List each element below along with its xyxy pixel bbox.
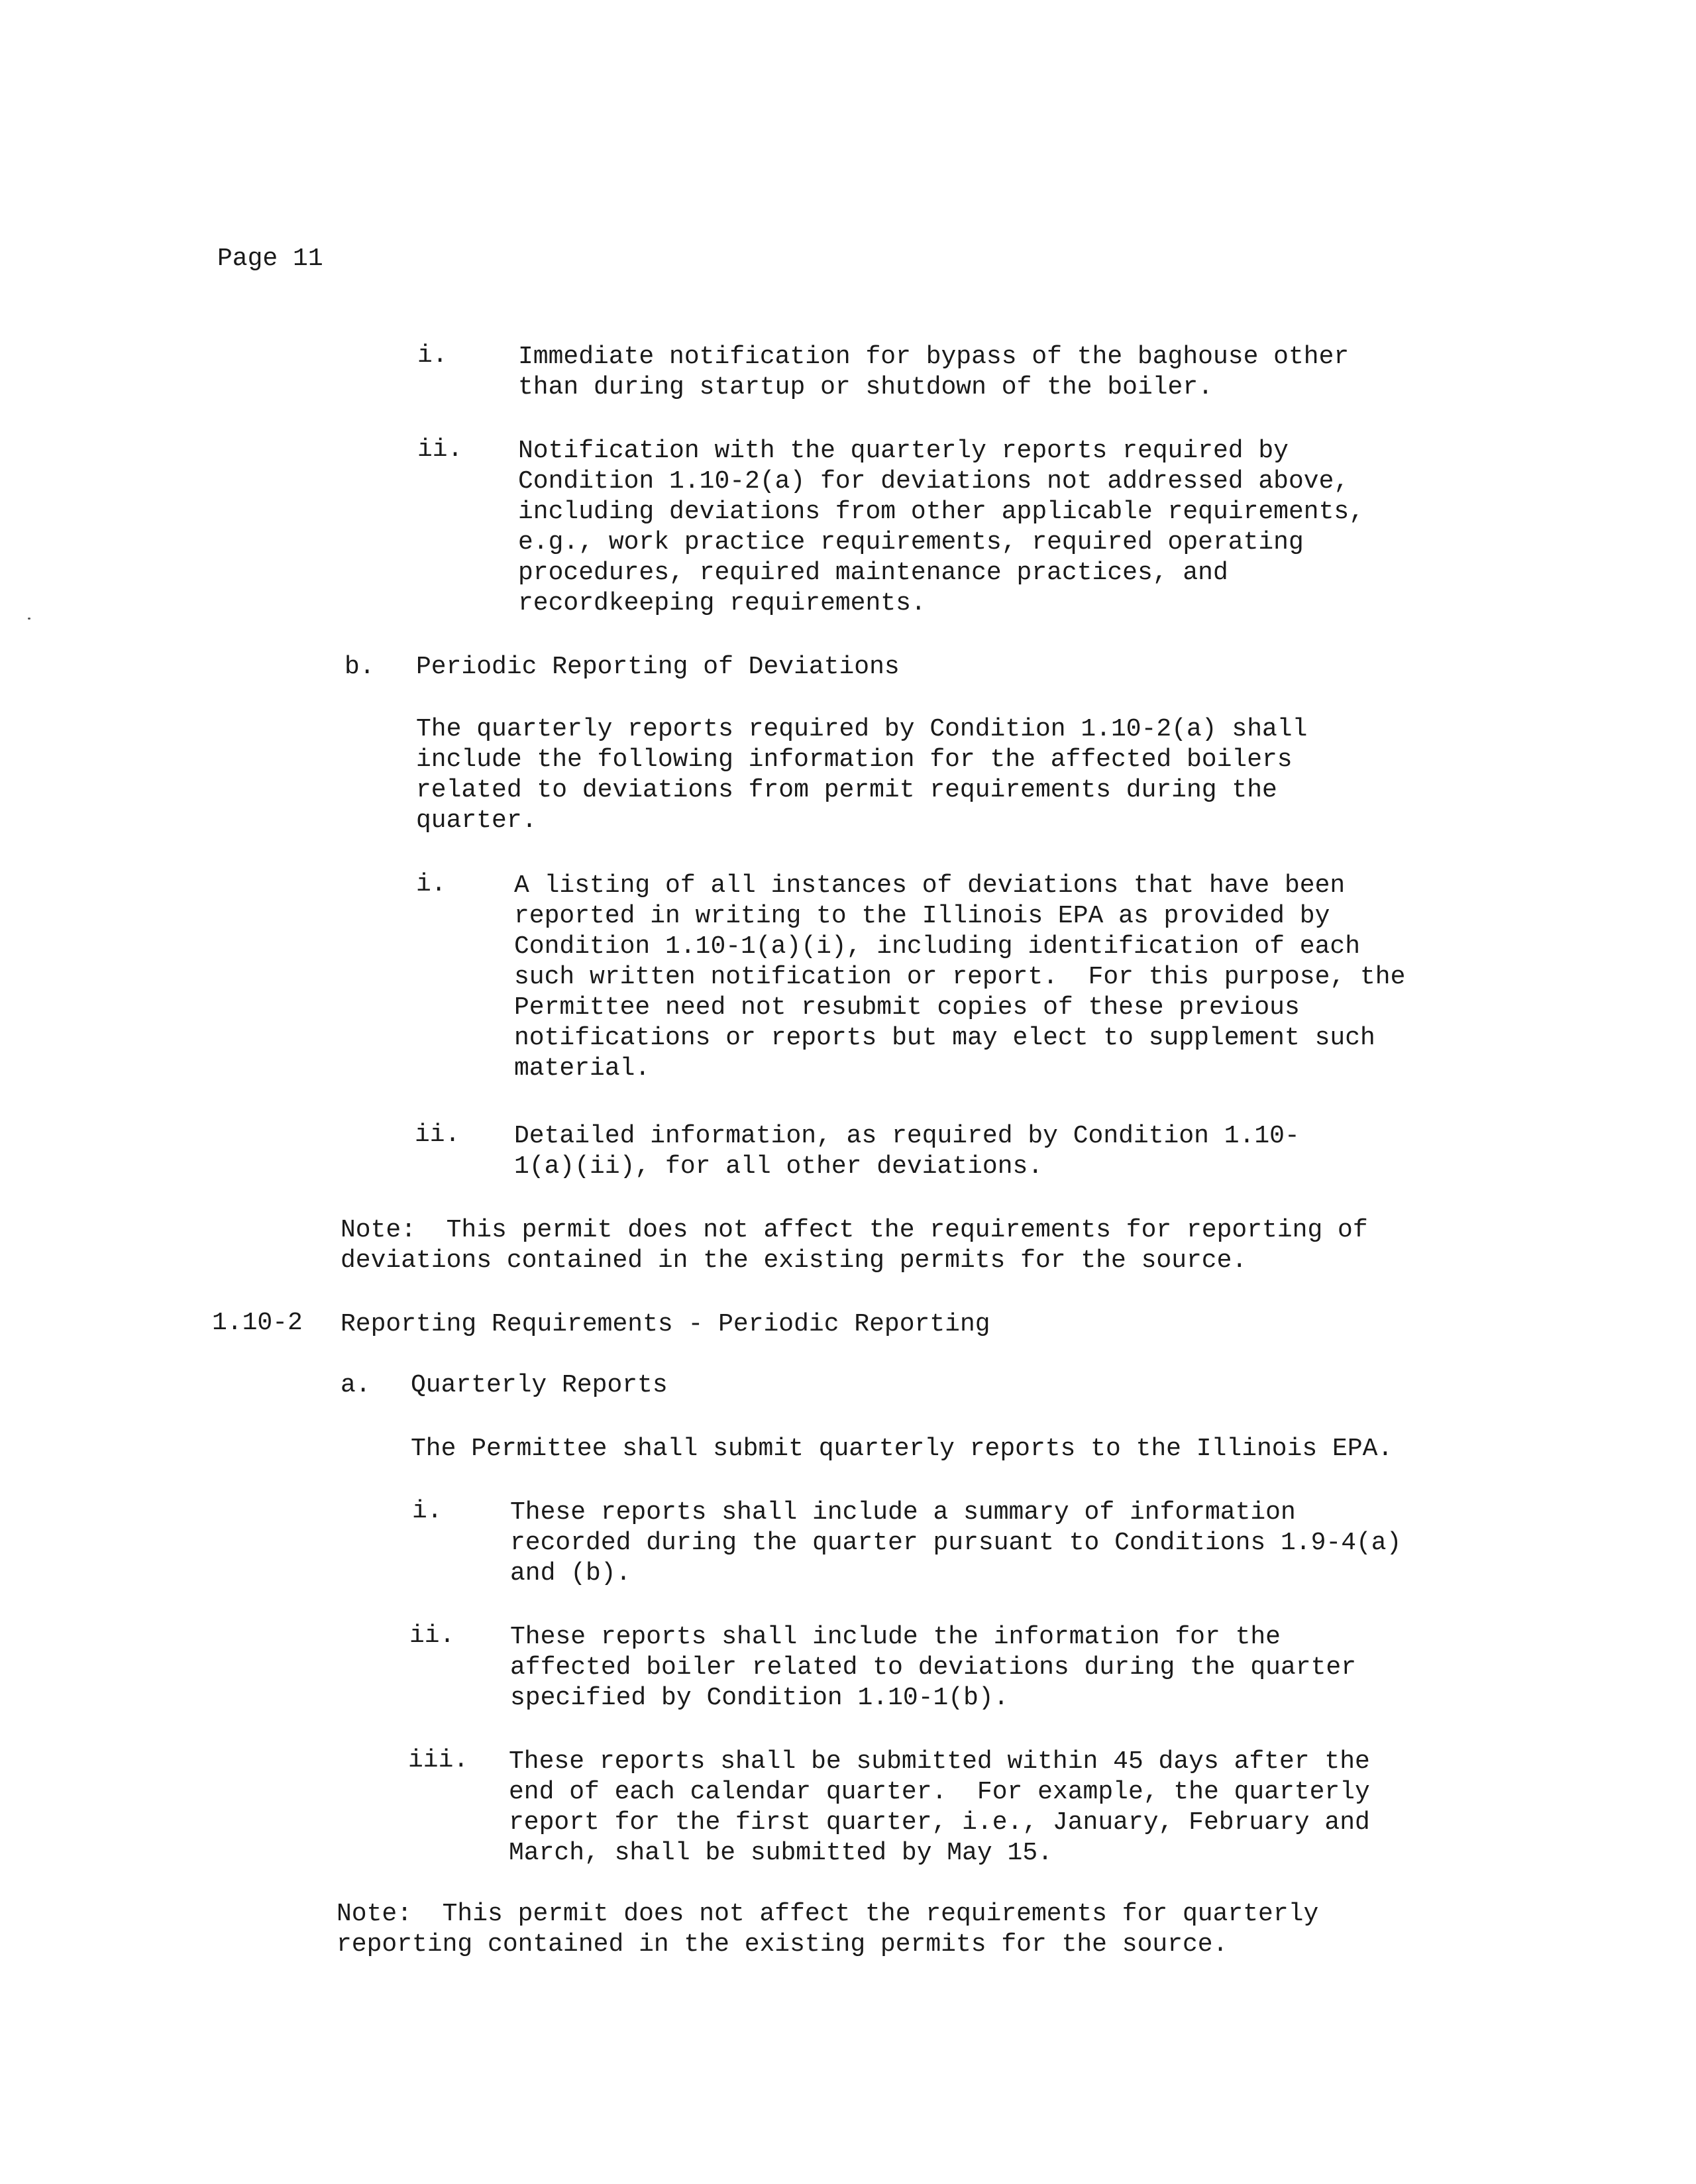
text-line: affected boiler related to deviations during the quarter: [510, 1653, 1357, 1682]
note: [337, 1899, 1318, 1960]
section-heading: Quarterly Reports: [411, 1371, 668, 1399]
section-title: Reporting Requirements - Periodic Reporting: [341, 1310, 990, 1338]
text-line: quarter.: [416, 806, 537, 835]
list-item-text: [518, 342, 1349, 403]
text-line: material.: [514, 1054, 651, 1083]
text-line: specified by Condition 1.10-1(b).: [510, 1684, 1009, 1712]
text-line: notifications or reports but may elect to supplement such: [514, 1024, 1375, 1052]
item-marker: ii.: [415, 1120, 460, 1149]
text-line: These reports shall be submitted within 45 days after the: [509, 1747, 1370, 1776]
item-marker: i.: [416, 870, 447, 899]
note: [341, 1215, 1368, 1276]
text-line: recorded during the quarter pursuant to Conditions 1.9-4(a): [510, 1529, 1402, 1557]
text-line: Condition 1.10-2(a) for deviations not addressed above,: [518, 467, 1350, 496]
item-marker: i.: [412, 1497, 443, 1525]
list-item-text: [518, 436, 1364, 619]
list-item-text: [510, 1498, 1401, 1589]
text-line: end of each calendar quarter. For example, the quarterly: [509, 1778, 1370, 1806]
text-line: Detailed information, as required by Condition 1.10-: [514, 1122, 1300, 1150]
item-marker: iii.: [408, 1746, 469, 1774]
text-line: reported in writing to the Illinois EPA as provided by: [514, 902, 1330, 930]
text-line: include the following information for the affected boilers: [416, 745, 1293, 774]
page-header: Page 11: [217, 245, 323, 273]
section-heading: Periodic Reporting of Deviations: [416, 653, 900, 681]
list-item-text: [510, 1622, 1356, 1714]
text-line: The quarterly reports required by Condition 1.10-2(a) shall: [416, 715, 1308, 743]
section-intro: The Permittee shall submit quarterly reports to the Illinois EPA.: [411, 1435, 1393, 1463]
text-line: e.g., work practice requirements, required operating: [518, 528, 1304, 557]
item-marker: i.: [417, 341, 448, 370]
text-line: than during startup or shutdown of the boiler.: [518, 373, 1213, 402]
text-line: A listing of all instances of deviations that have been: [514, 871, 1346, 900]
section-marker: b.: [344, 653, 375, 681]
text-line: report for the first quarter, i.e., January, February and: [509, 1808, 1370, 1837]
list-item-text: [514, 871, 1405, 1084]
text-line: Note: This permit does not affect the requirements for reporting of: [341, 1216, 1368, 1244]
list-item-text: [514, 1121, 1300, 1182]
text-line: including deviations from other applicable requirements,: [518, 498, 1365, 526]
text-line: Note: This permit does not affect the requirements for quarterly: [337, 1900, 1319, 1928]
text-line: such written notification or report. For this purpose, the: [514, 963, 1406, 991]
text-line: Immediate notification for bypass of the baghouse other: [518, 343, 1350, 371]
scan-speck: [28, 618, 30, 620]
text-line: and (b).: [510, 1559, 631, 1588]
text-line: deviations contained in the existing permits for the source.: [341, 1246, 1247, 1275]
section-intro: [416, 714, 1307, 836]
text-line: These reports shall include a summary of information: [510, 1498, 1296, 1527]
section-marker: a.: [341, 1371, 371, 1399]
text-line: These reports shall include the information for the: [510, 1623, 1281, 1651]
text-line: March, shall be submitted by May 15.: [509, 1839, 1053, 1867]
text-line: reporting contained in the existing permits for the source.: [337, 1930, 1228, 1959]
text-line: recordkeeping requirements.: [518, 589, 926, 618]
text-line: Notification with the quarterly reports required by: [518, 437, 1289, 465]
text-line: procedures, required maintenance practices, and: [518, 559, 1228, 587]
text-line: related to deviations from permit requirements during the: [416, 776, 1277, 804]
item-marker: ii.: [417, 435, 463, 464]
text-line: 1(a)(ii), for all other deviations.: [514, 1152, 1043, 1181]
text-line: Condition 1.10-1(a)(i), including identification of each: [514, 932, 1361, 961]
list-item-text: [509, 1747, 1370, 1869]
text-line: Permittee need not resubmit copies of these previous: [514, 993, 1300, 1022]
item-marker: ii.: [409, 1621, 455, 1650]
section-number: 1.10-2: [212, 1309, 303, 1337]
